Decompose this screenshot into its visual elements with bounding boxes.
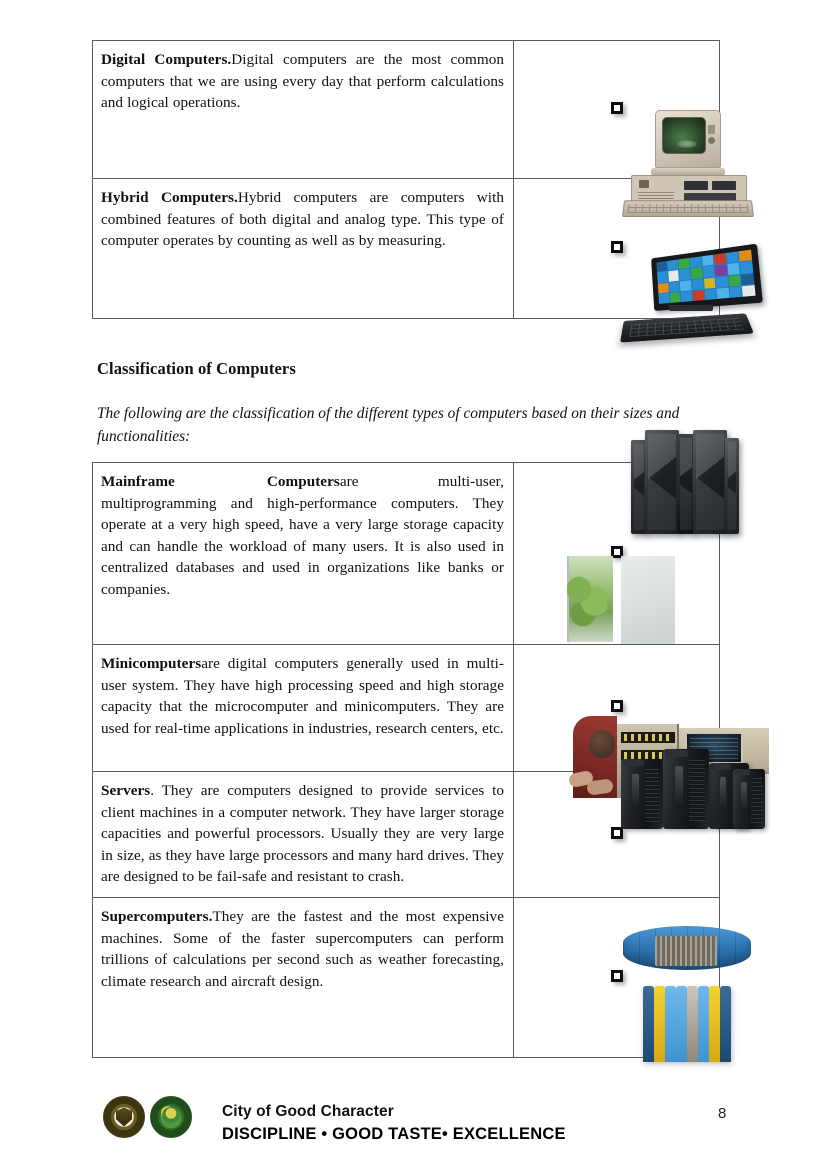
servers-paragraph [101,780,504,888]
footer-line-2: DISCIPLINE • GOOD TASTE• EXCELLENCE [222,1124,566,1143]
servers-text: . They are computers designed to provide services to client machines in a computer network. They have larger storage capacities and powerful processors. Usually they are very large in size, as they have large processors and many hard drives. They are designed to be fail-safe and resistant to crash. [101,782,504,886]
table-cell-description [93,463,514,645]
page-number: 8 [718,1105,727,1122]
page-footer [0,1086,828,1156]
city-seal-gold-icon [103,1096,145,1138]
digital-computers-text: Digital computers are the most common computers that we are using every day that perform calculations and logical operations. [101,51,505,112]
table-row [93,463,720,645]
table-cell-description [93,645,514,772]
table-cell-image [514,898,720,1058]
table-cell-description [93,179,514,319]
table-row [93,898,720,1058]
hybrid-computers-text: Hybrid computers are computers with combined features of both digital and analog type. This type of computer operates by counting as well as by measuring. [101,189,504,250]
tower-servers-photo [611,827,623,839]
department-seal-green-icon [150,1096,192,1138]
table-row [93,772,720,898]
hybrid-computers-paragraph [101,187,504,252]
supercomputers-paragraph [101,906,504,992]
minicomputers-term: Minicomputers [101,655,202,672]
detachable-tablet-laptop-photo [611,241,623,253]
supercomputers-text: They are the fastest and the most expensive machines. Some of the faster supercomputers can perform trillions of calculations per second such as weather forecasting, climate research and aircraft design. [101,908,504,990]
table-cell-description [93,898,514,1058]
minicomputers-text: are digital computers generally used in multi-user system. They have high processing speed and high storage capacity that the microcomputer and minicomputers. They are used for real-time applications in industries, research centers, etc. [101,655,504,737]
mainframe-computers-paragraph [101,471,504,600]
servers-term: Servers [101,782,151,799]
intro-paragraph: The following are the classification of the different types of computers based on their sizes and functionalities: [97,405,680,445]
computer-classification-table [92,462,720,1058]
mainframe-computers-text: are multi-user, multiprogramming and high-performance computers. They operate at a very high speed, have a very large storage capacity and can handle the workload of many users. It is also used in centralized databases and used in organizations like banks or companies. [101,473,504,598]
table-cell-image [514,41,720,179]
hybrid-computers-term: Hybrid Computers. [101,189,238,206]
computer-types-table [92,40,720,319]
section-heading: Classification of Computers [97,359,296,378]
table-cell-description [93,772,514,898]
minicomputer-console-photo [611,700,623,712]
mainframe-term-part2: Computers [266,473,340,490]
supercomputer-photo [611,970,623,982]
table-cell-description [93,41,514,179]
vintage-desktop-computer-photo [611,102,623,114]
table-row [93,41,720,179]
supercomputers-term: Supercomputers. [101,908,213,925]
digital-computers-paragraph [101,49,504,114]
footer-line-1: City of Good Character [222,1103,394,1120]
footer-slogan [222,1102,566,1145]
table-row [93,645,720,772]
mainframe-term-part1: Mainframe [101,473,175,490]
mainframe-cabinets-photo [611,546,623,558]
minicomputers-paragraph [101,653,504,739]
digital-computers-term: Digital Computers. [101,51,232,68]
table-cell-image [514,463,720,645]
